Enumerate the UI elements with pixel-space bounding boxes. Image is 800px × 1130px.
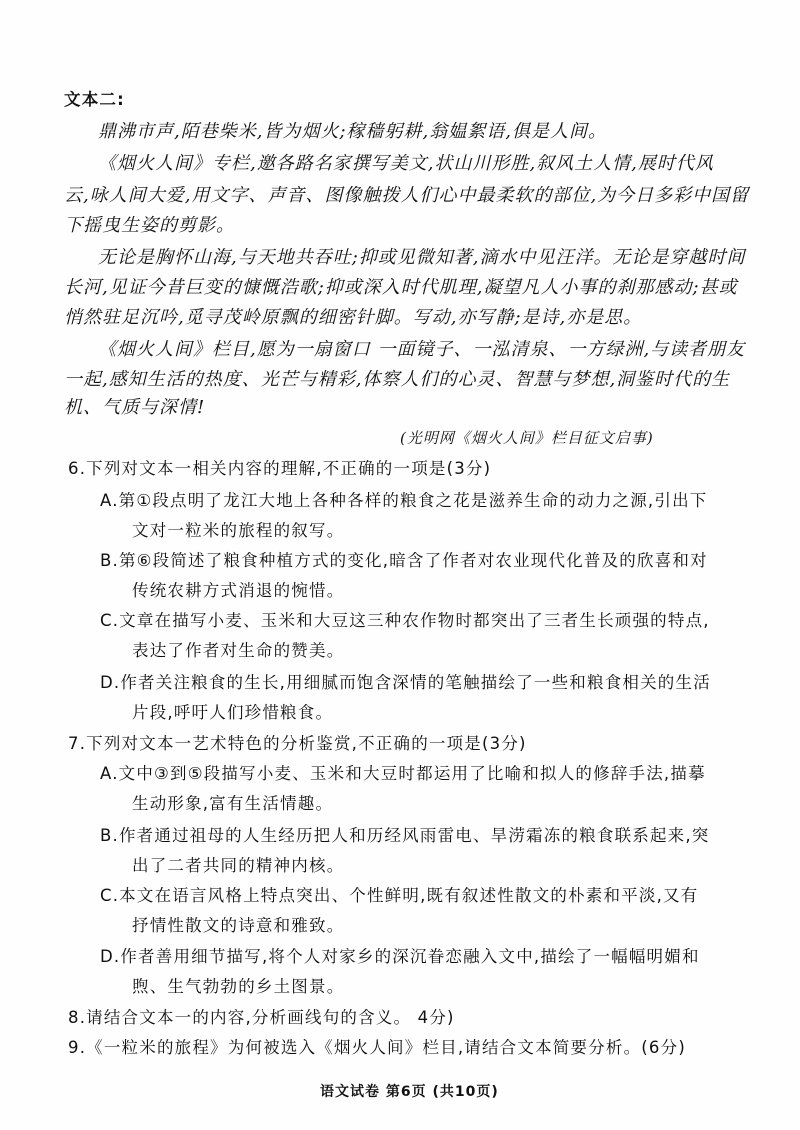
text2-line: 下摇曳生姿的剪影。 <box>64 215 235 236</box>
question-8: 8.请结合文本一的内容,分析画线句的含义。 4分) <box>68 1008 455 1027</box>
text2-line: 悄然驻足沉吟,觅寻茂岭原飘的细密针脚。写动,亦写静;是诗,亦是思。 <box>64 307 643 328</box>
question-7-option-b: B.作者通过祖母的人生经历把人和历经风雨雷电、旱涝霜冻的粮食联系起来,突 <box>100 826 710 845</box>
question-7-option-a-cont: 生动形象,富有生活情趣。 <box>132 794 334 813</box>
question-6-option-c: C.文章在描写小麦、玉米和大豆这三种农作物时都突出了三者生长顽强的特点, <box>100 611 710 630</box>
question-6-option-a-cont: 文对一粒米的旅程的叙写。 <box>132 521 345 540</box>
page-footer: 语文试卷 第6页 (共10页) <box>320 1084 499 1100</box>
question-6-option-a: A.第①段点明了龙江大地上各种各样的粮食之花是滋养生命的动力之源,引出下 <box>100 491 708 510</box>
text2-line: 机、气质与深情! <box>64 397 206 418</box>
question-9: 9.《一粒米的旅程》为何被选入《烟火人间》栏目,请结合文本简要分析。(6分) <box>68 1038 686 1057</box>
question-7-option-c-cont: 抒情性散文的诗意和雅致。 <box>132 916 345 935</box>
question-6-option-d-cont: 片段,呼吁人们珍惜粮食。 <box>132 703 334 722</box>
text2-line: 《烟火人间》专栏,邀各路名家撰写美文,状山川形胜,叙风土人情,展时代风 <box>98 153 714 174</box>
question-7-stem: 7.下列对文本一艺术特色的分析鉴赏,不正确的一项是(3分) <box>68 734 527 753</box>
text2-line: 无论是胸怀山海,与天地共吞吐;抑或见微知著,滴水中见汪洋。无论是穿越时间 <box>98 247 746 268</box>
question-6-option-b: B.第⑥段简述了粮食种植方式的变化,暗含了作者对农业现代化普及的欣喜和对 <box>100 551 708 570</box>
text2-line: 一起,感知生活的热度、光芒与精彩,体察人们的心灵、智慧与梦想,洞鉴时代的生 <box>64 369 731 390</box>
question-6-option-d: D.作者关注粮食的生长,用细腻而饱含深情的笔触描绘了一些和粮食相关的生活 <box>100 673 711 692</box>
question-6-option-c-cont: 表达了作者对生命的赞美。 <box>132 641 345 660</box>
text2-line: 云,咏人间大爱,用文字、声音、图像触拨人们心中最柔软的部位,为今日多彩中国留 <box>64 185 750 206</box>
text2-title: 文本二: <box>64 90 125 109</box>
question-7-option-c: C.本文在语言风格上特点突出、个性鲜明,既有叙述性散文的朴素和平淡,又有 <box>100 886 699 905</box>
text2-line: 鼎沸市声,陌巷柴米,皆为烟火;稼穑躬耕,翁媪絮语,俱是人间。 <box>98 121 607 142</box>
question-6-option-b-cont: 传统农耕方式消退的惋惜。 <box>132 581 345 600</box>
question-7-option-b-cont: 出了二者共同的精神内核。 <box>132 856 345 875</box>
question-6-stem: 6.下列对文本一相关内容的理解,不正确的一项是(3分) <box>68 459 492 478</box>
question-7-option-a: A.文中③到⑤段描写小麦、玉米和大豆时都运用了比喻和拟人的修辞手法,描摹 <box>100 764 706 783</box>
text2-line: 《烟火人间》栏目,愿为一扇窗口 一面镜子、一泓清泉、一方绿洲,与读者朋友 <box>98 339 746 360</box>
text2-line: 长河,见证今昔巨变的慷慨浩歌;抑或深入时代肌理,凝望凡人小事的刹那感动;甚或 <box>64 277 738 298</box>
question-7-option-d: D.作者善用细节描写,将个人对家乡的深沉眷恋融入文中,描绘了一幅幅明媚和 <box>100 947 700 966</box>
question-7-option-d-cont: 煦、生气勃勃的乡土图景。 <box>132 977 345 996</box>
text2-source: (光明网《烟火人间》栏目征文启事) <box>400 429 654 447</box>
